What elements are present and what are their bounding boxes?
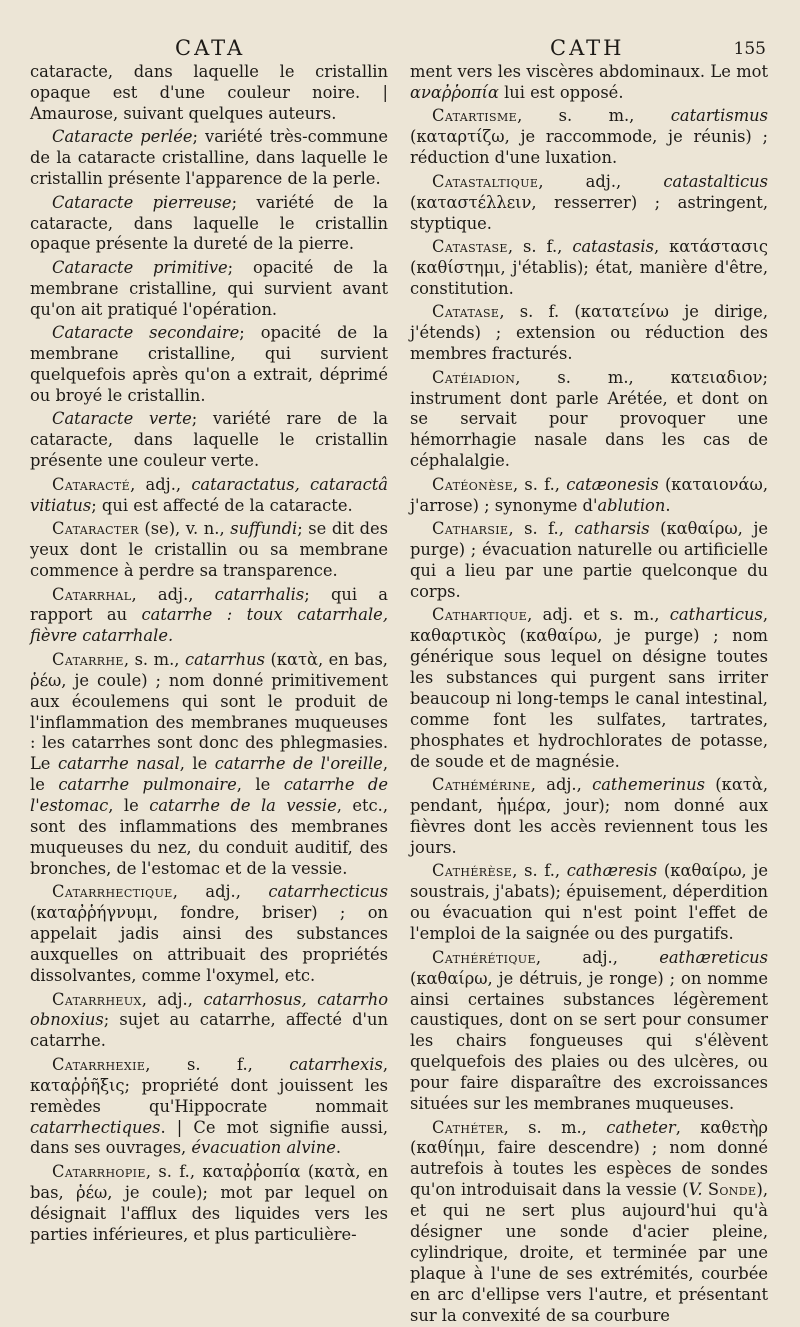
italic-term: catastasis (572, 237, 654, 257)
dictionary-entry (410, 302, 768, 365)
italic-term: catartismus (670, 106, 768, 126)
headword: Catéiadion (432, 367, 516, 387)
italic-term: catarrhe de l'oreille (214, 754, 383, 774)
right-column (410, 62, 769, 1325)
dictionary-entry (30, 1055, 388, 1160)
entry-text: ; variété de la cataracte, dans laquelle le cristallin opaque présente la dureté de la pierre. (30, 192, 388, 254)
entry-text: (καταρτίζω, je raccommode, je réunis) ; réduction d'une luxation. (410, 127, 768, 168)
dictionary-entry (410, 237, 768, 300)
entry-text: (κατὰ, en bas, ῥέω, je coule) ; nom donné primitivement aux écoulemens qui sont le produit de l'inflammation des membranes muqueuses : les catarrhes sont donc des phlegmasies. Le (30, 649, 388, 774)
dictionary-entry (30, 882, 388, 987)
italic-term: catarrhus (184, 649, 265, 669)
entry-text: (καθαίρω, je purge) ; évacuation naturelle ou artificielle qui a lieu par une partie quelconque du corps. (410, 519, 769, 601)
headword: Catartisme (432, 106, 518, 126)
entry-text: , s. f., (512, 861, 567, 881)
entry-text: , adj., (141, 989, 204, 1009)
entry-text: (κατὰ, pendant, ἡμέρα, jour); nom donné aux fièvres dont les accès reviennent tous les jours. (410, 775, 769, 857)
entry-text: , adj., (131, 584, 215, 604)
dictionary-entry (30, 409, 388, 472)
entry-text: . | Ce mot signifie aussi, dans ses ouvrages, (30, 1117, 388, 1158)
entry-continuation (30, 62, 388, 125)
headword: Cataracter (52, 519, 139, 539)
entry-text: , le (179, 754, 215, 774)
dictionary-entry (410, 106, 768, 169)
entry-text: , s. f., (507, 237, 573, 257)
text-columns (30, 62, 769, 1325)
dictionary-entry (30, 323, 388, 407)
entry-text: , adj., (538, 171, 664, 191)
dictionary-entry (30, 650, 388, 880)
page-number: 155 (733, 39, 766, 59)
header-right-word: CATH (550, 36, 625, 60)
italic-term: catæonesis (566, 474, 659, 494)
italic-term: catastalticus (663, 171, 768, 191)
italic-term: cathemerinus (592, 775, 705, 795)
italic-term: V. (688, 1180, 703, 1200)
italic-term: cataractatus, cataractâ vitiatus (30, 474, 388, 515)
dictionary-entry (30, 258, 388, 321)
entry-text: , le (30, 754, 388, 795)
entry-text: , καθετὴρ (καθίημι, faire descendre) ; nom donné autrefois à toutes les espèces de sondes qu'on introduisait dans la vessie ( (410, 1117, 768, 1200)
entry-text: ; variété très-commune de la cataracte cristalline, dans laquelle le cristallin présente l'apparence de la perle. (30, 127, 388, 189)
entry-text: cataracte, dans laquelle le cristallin opaque est d'une couleur noire. | Amaurose, suivant quelques auteurs. (30, 62, 388, 123)
headword: Catarrhopie (52, 1161, 146, 1181)
headword: Catarrhexie (52, 1054, 146, 1074)
entry-text: ; qui est affecté de la cataracte. (91, 495, 353, 515)
italic-term: suffundi (230, 519, 298, 539)
entry-text: , s. m., (503, 1117, 607, 1137)
italic-term: catarrhe pulmonaire (58, 775, 237, 795)
italic-term: Cataracte pierreuse (52, 192, 232, 212)
italic-term: catheter (606, 1117, 676, 1137)
dictionary-entry (410, 861, 768, 945)
dictionary-entry (410, 948, 768, 1115)
entry-text: ; qui a rapport au (30, 584, 388, 625)
entry-text: ), et qui ne sert plus aujourd'hui qu'à désigner une sonde d'acier pleine, cylindrique, droite, et terminée par une plaque à l'une de ses extrémités, courbée en arc d'ellipse vers l'autre, et présentant sur la convexité de sa courbure (410, 1180, 768, 1325)
dictionary-entry (410, 475, 768, 517)
entry-text: , κατάστασις (καθίστημι, j'établis); état, manière d'être, constitution. (410, 237, 769, 298)
entry-text: , adj. et s. m., (527, 605, 670, 625)
italic-term: cathæresis (566, 861, 658, 881)
italic-term: catarrhe de la vessie (149, 796, 337, 816)
italic-term: Cataracte perlée (52, 127, 193, 147)
italic-term: catarrhecticus (268, 882, 388, 902)
entry-text: , s. f., καταῤῥοπία (κατὰ, en bas, ῥέω, je coule); mot par lequel on désignait l'afflux des liquides vers les parties inférieures, et plus particulière- (30, 1161, 388, 1244)
entry-text: , s. m., (123, 649, 185, 669)
header-left-word: CATA (175, 36, 246, 60)
dictionary-entry (410, 1118, 768, 1327)
dictionary-entry (30, 519, 388, 582)
entry-text: ment vers les viscères abdominaux. Le mot (410, 62, 768, 81)
italic-term: catarrhectiques (30, 1117, 161, 1137)
dictionary-entry (410, 775, 768, 859)
headword: Cathémérine (432, 775, 531, 795)
italic-term: catarrhexis (289, 1054, 383, 1074)
italic-term: catharsis (574, 519, 650, 539)
dictionary-entry (30, 585, 388, 648)
headword: Catatase (432, 302, 500, 322)
entry-text: , le (108, 796, 150, 816)
headword: Catarrhal (52, 584, 132, 604)
entry-text: ; opacité de la membrane cristalline, qui survient avant qu'on ait pratiqué l'opération. (30, 257, 388, 319)
headword: Cataracté (52, 474, 131, 494)
entry-text: ; variété rare de la cataracte, dans laquelle le cristallin présente une couleur verte. (30, 409, 388, 471)
entry-text: (καταιονάω, j'arrose) ; synonyme d' (410, 474, 768, 515)
entry-text: , s. m., κατειαδιον; instrument dont parle Arétée, et dont on se servait pour provoquer une hémorrhagie nasale dans les cas de céphalalgie. (410, 367, 768, 471)
dictionary-entry (410, 519, 768, 603)
entry-text: . (665, 495, 671, 515)
entry-text: , adj., (172, 882, 269, 902)
headword: Catharsie (432, 519, 509, 539)
entry-text: ; sujet au catarrhe, affecté d'un catarrhe. (30, 1010, 388, 1051)
dictionary-entry (30, 990, 388, 1053)
entry-text: , s. f. (κατατείνω je dirige, j'étends) ; extension ou réduction des membres fracturés. (410, 302, 768, 364)
italic-term: Cataracte primitive (52, 257, 228, 277)
entry-text: (καταῤῥήγνυμι, fondre, briser) ; on appelait jadis ainsi des substances auxquelles on attribuait des propriétés dissolvantes, comme l'oxymel, etc. (30, 903, 388, 985)
entry-text: , adj., (535, 947, 660, 967)
italic-term: catarrhalis (214, 584, 305, 604)
entry-text: , s. m., (517, 106, 671, 126)
italic-term: αναῤῥοπία (410, 82, 499, 102)
entry-text: , s. f., (145, 1054, 290, 1074)
headword: Catarrhe (52, 649, 124, 669)
italic-term: eathæreticus (659, 947, 768, 967)
running-header (30, 36, 766, 62)
entry-continuation (410, 62, 768, 104)
headword: Catarrhectique (52, 882, 173, 902)
headword: Catéonèse (432, 474, 514, 494)
italic-term: catarrhe : toux catarrhale, fièvre catarrhale. (30, 605, 388, 646)
headword: Cathérétique (432, 947, 536, 967)
italic-term: catharticus (669, 605, 763, 625)
dictionary-entry (30, 127, 388, 190)
dictionary-entry (30, 475, 388, 517)
dictionary-entry (410, 605, 768, 772)
italic-term: ablution (597, 495, 666, 515)
dictionary-entry (30, 1162, 388, 1246)
entry-text: , le (236, 775, 284, 795)
entry-text: (καθαίρω, je détruis, je ronge) ; on nomme ainsi certaines substances légèrement caustiques, dont on se sert pour consumer les chairs fongueuses qui s'élèvent quelquefois des plaies ou des ulcères, ou pour faire disparaître des excroissances situées sur les membranes muqueuses. (410, 968, 768, 1114)
headword: Cathartique (432, 605, 528, 625)
entry-text: , adj., (130, 474, 192, 494)
entry-text: , s. f., (513, 474, 567, 494)
italic-term: Cataracte verte (52, 409, 192, 429)
entry-text: , καταῤῥῆξις; propriété dont jouissent les remèdes qu'Hippocrate nommait (30, 1054, 388, 1116)
left-column (30, 62, 388, 1294)
dictionary-entry (410, 368, 768, 473)
headword: Sonde (707, 1180, 757, 1200)
italic-term: catarrhosus, catarrho obnoxius (30, 989, 388, 1030)
italic-term: évacuation alvine (191, 1138, 336, 1158)
dictionary-entry (30, 193, 388, 256)
entry-text: (καταστέλλειν, resserrer) ; astringent, styptique. (410, 192, 768, 233)
italic-term: catarrhe nasal (57, 754, 180, 774)
headword: Cathérèse (432, 861, 513, 881)
entry-text: , etc., sont des inflammations des membranes muqueuses du nez, du conduit auditif, des bronches, de l'estomac et de la vessie. (30, 796, 388, 878)
entry-text: lui est opposé. (498, 82, 624, 102)
headword: Catastase (432, 237, 508, 257)
headword: Catastaltique (432, 171, 539, 191)
entry-text: ; se dit des yeux dont le cristallin ou sa membrane commence à perdre sa transparence. (30, 519, 388, 580)
entry-text: (καθαίρω, je soustrais, j'abats); épuisement, déperdition ou évacuation qui n'est point l'effet de l'emploi de la saignée ou des purgatifs. (410, 861, 768, 944)
entry-text: . (335, 1138, 342, 1158)
headword: Catarrheux (52, 989, 142, 1009)
entry-text: , adj., (530, 775, 593, 795)
headword: Cathéter (432, 1117, 504, 1137)
italic-term: catarrhe de l'estomac (30, 775, 388, 816)
italic-term: Cataracte secondaire (52, 323, 240, 343)
entry-text: (se), v. n., (138, 519, 231, 539)
entry-text: ; opacité de la membrane cristalline, qui survient quelquefois après qu'on a extrait, déprimé ou broyé le cristallin. (30, 323, 388, 405)
entry-text: , s. f., (508, 519, 575, 539)
entry-text: , καθαρτικὸς (καθαίρω, je purge) ; nom générique sous lequel on désigne toutes les substances qui purgent sans irriter beaucoup ni long-temps le canal intestinal, comme font les sulfates, tartrates, phosphates et hydrochlorates de potasse, de soude et de magnésie. (410, 605, 768, 771)
dictionary-entry (410, 172, 768, 235)
